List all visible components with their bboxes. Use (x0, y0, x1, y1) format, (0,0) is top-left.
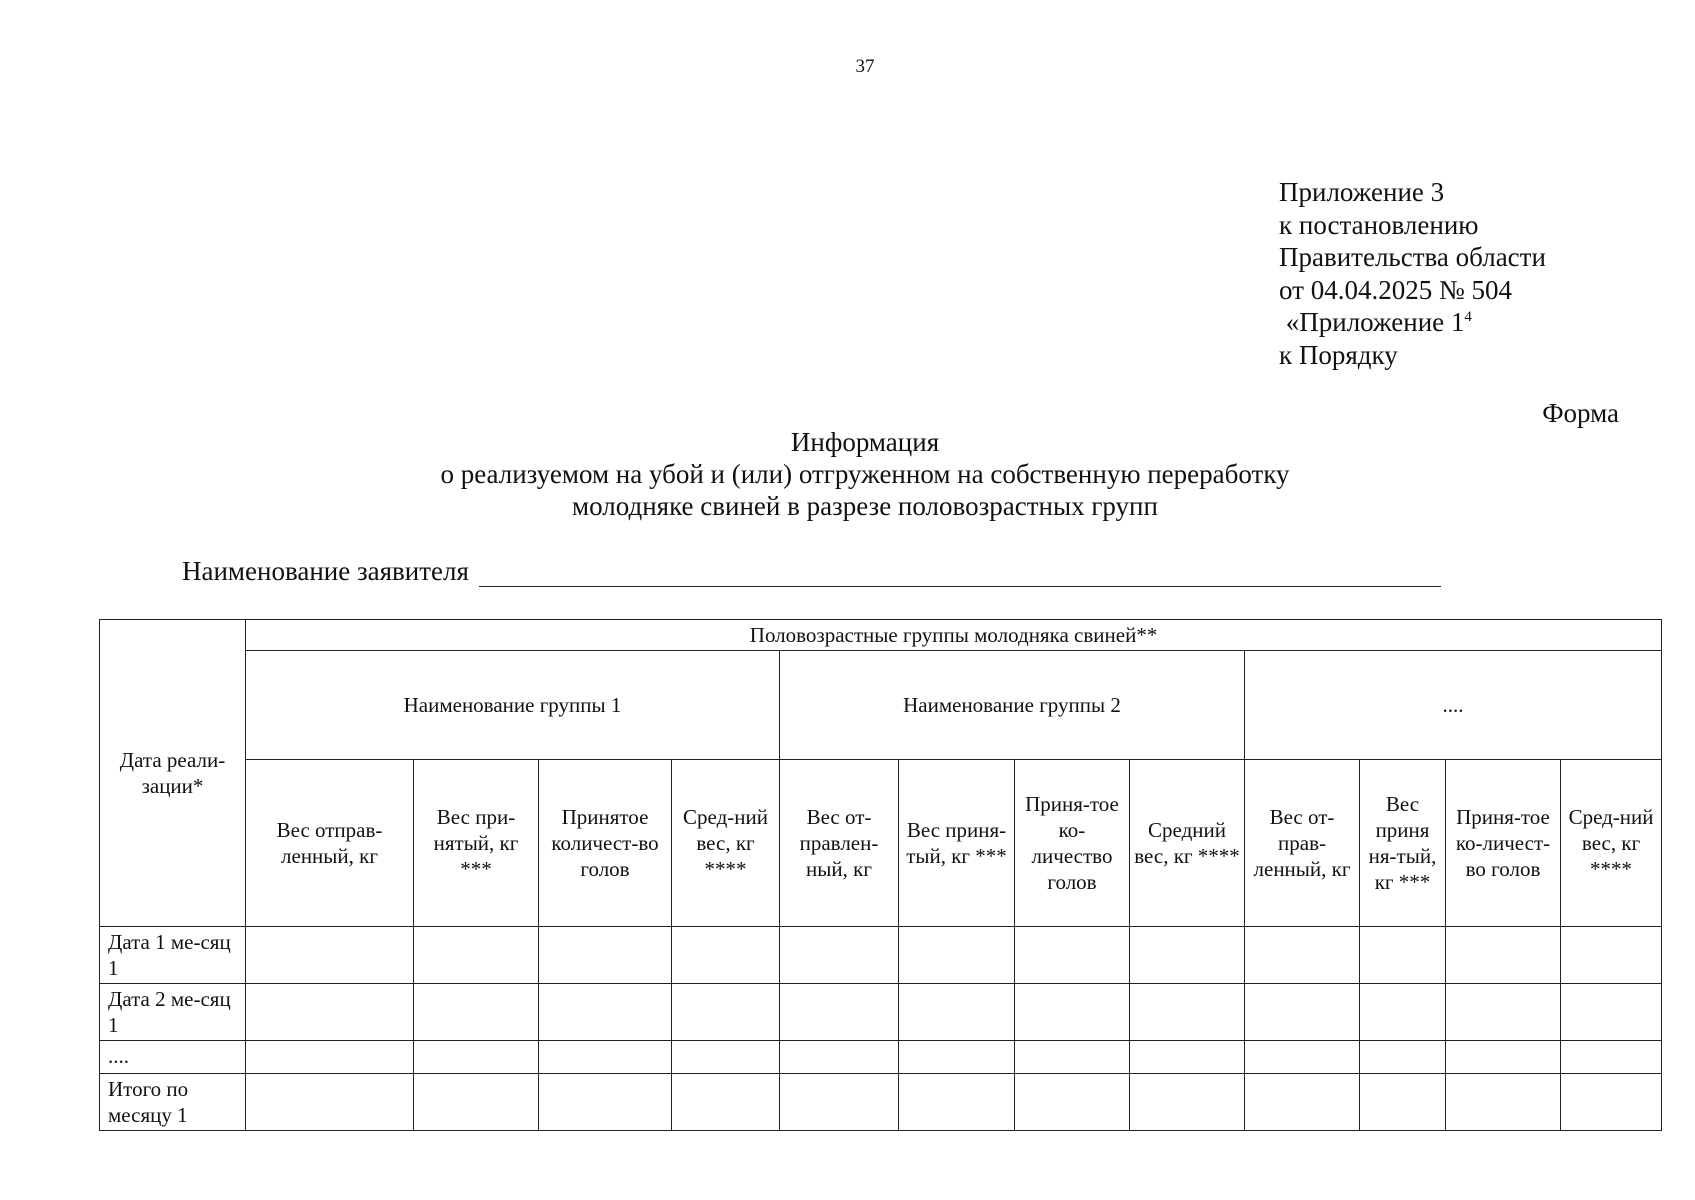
row-label: .... (100, 1041, 246, 1074)
appendix-line (1279, 306, 1546, 339)
appendix-block (1279, 176, 1546, 371)
data-cell[interactable] (414, 984, 539, 1041)
data-cell[interactable] (899, 984, 1015, 1041)
table-row (100, 984, 1662, 1041)
table-row (100, 927, 1662, 984)
group-header: Наименование группы 2 (780, 651, 1245, 760)
table-row (100, 1074, 1662, 1131)
data-cell[interactable] (780, 1041, 899, 1074)
column-header: Вес приня-тый, кг *** (899, 760, 1015, 927)
data-cell[interactable] (1360, 984, 1446, 1041)
data-cell[interactable] (1446, 984, 1561, 1041)
data-cell[interactable] (539, 984, 672, 1041)
appendix-line: к Порядку (1279, 339, 1398, 370)
date-column-header: Дата реали-зации* (100, 620, 246, 927)
appendix-line: от 04.04.2025 № 504 (1279, 274, 1512, 305)
data-cell[interactable] (672, 927, 780, 984)
data-cell[interactable] (1446, 927, 1561, 984)
row-label: Дата 2 ме-сяц 1 (100, 984, 246, 1041)
column-header: Сред-ний вес, кг **** (1561, 760, 1662, 927)
title-line: молодняке свиней в разрезе половозрастных групп (572, 491, 1158, 521)
appendix-line: Правительства области (1279, 242, 1546, 272)
column-header: Сред-ний вес, кг **** (672, 760, 780, 927)
column-header: Приня-тое ко-личество голов (1015, 760, 1130, 927)
data-cell[interactable] (1561, 1041, 1662, 1074)
applicant-label: Наименование заявителя (182, 556, 469, 586)
row-label: Дата 1 ме-сяц 1 (100, 927, 246, 984)
appendix-ref: «Приложение 1 (1285, 307, 1465, 337)
data-cell[interactable] (899, 927, 1015, 984)
data-cell[interactable] (414, 927, 539, 984)
table-row (100, 1041, 1662, 1074)
column-header: Принятое количест-во голов (539, 760, 672, 927)
appendix-line: Приложение 3 (1279, 177, 1445, 207)
row-label: Итого по месяцу 1 (100, 1074, 246, 1131)
data-cell[interactable] (1015, 1041, 1130, 1074)
data-cell[interactable] (672, 1041, 780, 1074)
data-cell[interactable] (539, 1041, 672, 1074)
column-header: Вес отправ-ленный, кг (246, 760, 414, 927)
data-cell[interactable] (780, 927, 899, 984)
data-cell[interactable] (414, 1041, 539, 1074)
data-cell[interactable] (780, 1074, 899, 1131)
data-cell[interactable] (246, 927, 414, 984)
data-cell[interactable] (246, 1041, 414, 1074)
data-cell[interactable] (246, 984, 414, 1041)
data-cell[interactable] (780, 984, 899, 1041)
applicant-name-field[interactable] (479, 556, 1441, 587)
data-cell[interactable] (1360, 927, 1446, 984)
data-cell[interactable] (1015, 1074, 1130, 1131)
group-header: Наименование группы 1 (246, 651, 780, 760)
title-line: о реализуемом на убой и (или) отгруженном на собственную переработку (440, 459, 1290, 489)
data-cell[interactable] (539, 927, 672, 984)
data-cell[interactable] (1446, 1041, 1561, 1074)
data-cell[interactable] (539, 1074, 672, 1131)
data-cell[interactable] (414, 1074, 539, 1131)
column-header: Приня-тое ко-личест-во голов (1446, 760, 1561, 927)
appendix-line: к постановлению (1279, 209, 1479, 240)
groups-header: Половозрастные группы молодняка свиней** (246, 620, 1662, 651)
page-number: 37 (855, 56, 875, 77)
data-cell[interactable] (1561, 927, 1662, 984)
data-cell[interactable] (899, 1041, 1015, 1074)
data-cell[interactable] (1130, 1041, 1245, 1074)
title-line: Информация (790, 427, 940, 457)
data-cell[interactable] (672, 1074, 780, 1131)
data-cell[interactable] (672, 984, 780, 1041)
group-header: .... (1245, 651, 1662, 760)
data-cell[interactable] (1360, 1074, 1446, 1131)
column-header: Вес приня ня-тый, кг *** (1360, 760, 1446, 927)
data-cell[interactable] (1015, 927, 1130, 984)
data-cell[interactable] (1130, 984, 1245, 1041)
column-header: Вес от-прав-ленный, кг (1245, 760, 1360, 927)
column-header: Вес при-нятый, кг *** (414, 760, 539, 927)
data-cell[interactable] (1245, 927, 1360, 984)
appendix-superscript: 4 (1464, 309, 1472, 325)
data-cell[interactable] (1130, 927, 1245, 984)
data-cell[interactable] (1015, 984, 1130, 1041)
data-cell[interactable] (1245, 1041, 1360, 1074)
form-label: Форма (1542, 398, 1619, 428)
data-cell[interactable] (246, 1074, 414, 1131)
data-cell[interactable] (899, 1074, 1015, 1131)
applicant-row (182, 556, 1441, 587)
data-cell[interactable] (1245, 984, 1360, 1041)
report-table (99, 619, 1662, 1131)
data-cell[interactable] (1245, 1074, 1360, 1131)
data-cell[interactable] (1446, 1074, 1561, 1131)
data-cell[interactable] (1360, 1041, 1446, 1074)
data-cell[interactable] (1130, 1074, 1245, 1131)
data-cell[interactable] (1561, 1074, 1662, 1131)
column-header: Вес от-правлен-ный, кг (780, 760, 899, 927)
column-header: Средний вес, кг **** (1130, 760, 1245, 927)
document-title (0, 426, 1695, 522)
data-cell[interactable] (1561, 984, 1662, 1041)
